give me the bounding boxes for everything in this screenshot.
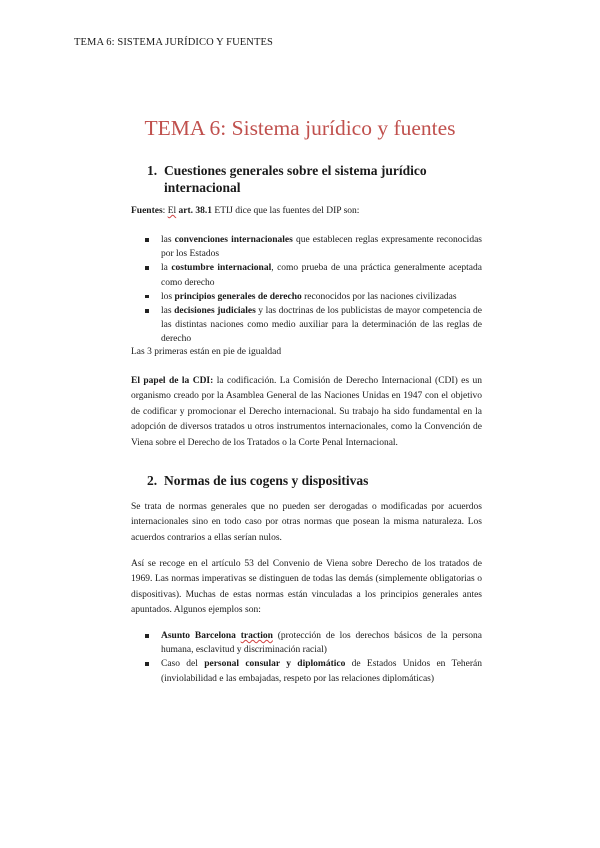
examples-bullet-list: [131, 629, 482, 686]
bullet-bold: Asunto Barcelona: [161, 631, 241, 641]
list-item: [131, 629, 482, 657]
cdi-paragraph: [131, 374, 482, 451]
bullet-bold-underlined: traction: [240, 631, 273, 641]
bullet-post: (protección de los derechos básicos de la persona humana, esclavitud y discriminación racial): [161, 631, 482, 656]
bullet-square-icon: [145, 295, 149, 299]
section-2-heading-text: Normas de ius cogens y dispositivas: [164, 473, 369, 488]
fuentes-rest: ETIJ dice que las fuentes del DIP son:: [212, 206, 360, 216]
bullet-post: reconocidos por las naciones civilizadas: [301, 291, 457, 302]
cdi-label: El papel de la CDI:: [131, 376, 214, 386]
bullet-post: que establecen reglas expresamente reconocidas por los Estados: [161, 235, 482, 260]
list-item: [131, 290, 482, 304]
section-2-heading: [147, 472, 464, 489]
bullet-bold: personal consular y diplomático: [204, 659, 346, 670]
viena-paragraph: Así se recoge en el artículo 53 del Convenio de Viena sobre Derecho de los tratados de 1969. Las normas imperativas se distinguen de todas las demás (simplemente obligatorias o dispositivas). Muchas de estas normas están vinculadas a los principios generales antes apuntados. Algunos ejemplos son:: [131, 559, 482, 616]
list-item: [131, 304, 482, 347]
bullet-square-icon: [145, 266, 149, 270]
sources-bullet-list: [131, 233, 482, 347]
bullet-bold: convenciones internacionales: [174, 235, 293, 245]
fuentes-el: El: [167, 206, 177, 216]
bullet-square-icon: [145, 309, 149, 313]
document-title: TEMA 6: Sistema jurídico y fuentes: [144, 116, 456, 140]
bullet-bold: costumbre internacional: [171, 263, 272, 274]
fuentes-paragraph: [131, 204, 482, 219]
bullet-pre: la: [161, 263, 172, 274]
bullet-square-icon: [145, 634, 149, 638]
bullet-post: y las doctrinas de los publicistas de mayor competencia de las distintas naciones como medio auxiliar para la determinación de las reglas de derecho: [161, 306, 482, 345]
fuentes-sep: :: [162, 206, 166, 216]
bullet-square-icon: [145, 238, 149, 242]
list-item: [131, 657, 482, 685]
bullet-pre: las: [161, 306, 175, 317]
list-item: [131, 261, 482, 289]
cdi-text: la codificación. La Comisión de Derecho Internacional (CDI) es un organismo creado por la Asamblea General de las Naciones Unidas en 1947 con el objetivo de codificar y promocionar el Derecho internacional. Su trabajo ha sido fundamental en la adopción de diversos tratados u otros instrumentos internacionales, como la Convención de Viena sobre el Derecho de los Tratados o la Corte Penal Internacional.: [131, 376, 482, 448]
bullet-pre: Caso del: [161, 659, 205, 670]
bullet-bold: principios generales de derecho: [174, 291, 302, 302]
bullet-post: de Estados Unidos en Teherán (inviolabilidad e las embajadas, respeto por las relaciones diplomáticas): [161, 659, 483, 684]
section-1-number: 1.: [147, 163, 158, 178]
section-1-heading-text: Cuestiones generales sobre el sistema jurídico internacional: [164, 163, 427, 195]
fuentes-article: art. 38.1: [178, 206, 213, 216]
ius-cogens-paragraph: Se trata de normas generales que no pueden ser derogadas o modificadas por acuerdos internacionales sino en todo caso por otras normas que posean la misma naturaleza. Los acuerdos contrarios a ellas serían nulos.: [131, 502, 482, 543]
bullet-pre: las: [161, 235, 175, 245]
section-2-number: 2.: [147, 473, 158, 488]
bullet-bold: decisiones judiciales: [174, 306, 256, 317]
running-header: TEMA 6: SISTEMA JURÍDICO Y FUENTES: [74, 37, 273, 48]
bullet-square-icon: [145, 662, 149, 666]
bullet-post: , como prueba de una práctica generalmente aceptada como derecho: [161, 263, 482, 288]
section-1-heading: [147, 162, 464, 196]
list-item: [131, 233, 482, 261]
equality-note: Las 3 primeras están en pie de igualdad: [131, 347, 282, 357]
fuentes-label: Fuentes: [131, 206, 163, 216]
bullet-pre: los: [161, 291, 175, 302]
